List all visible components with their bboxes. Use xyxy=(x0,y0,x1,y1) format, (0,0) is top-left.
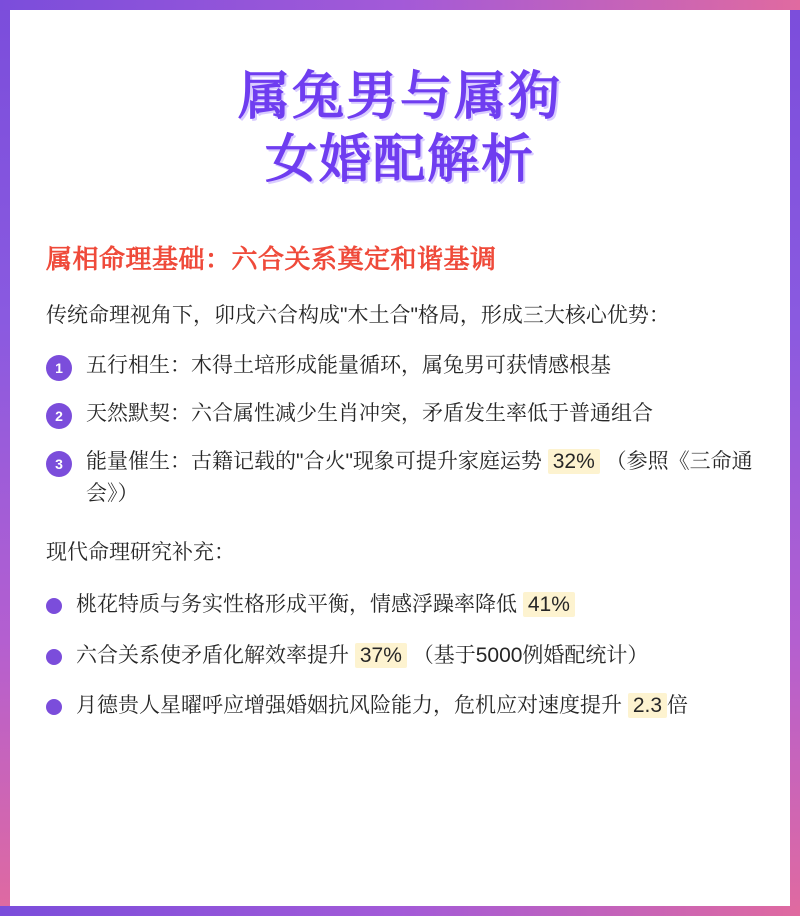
highlight-value: 41% xyxy=(523,592,575,617)
number-badge: 1 xyxy=(46,355,72,381)
bullet-text-after: 倍 xyxy=(667,694,689,718)
list-item xyxy=(46,398,754,431)
list-item xyxy=(46,589,754,622)
poster-content xyxy=(10,10,790,906)
bullet-point-text xyxy=(76,690,688,723)
bottom-border-decoration xyxy=(0,906,800,916)
bullet-text-after: （基于5000例婚配统计） xyxy=(406,643,649,667)
bullet-point-list xyxy=(46,589,754,723)
list-item xyxy=(46,690,754,723)
bullet-point-text xyxy=(76,589,575,622)
top-border-decoration xyxy=(0,0,800,10)
right-border-decoration xyxy=(790,0,800,916)
section-intro-text: 传统命理视角下，卯戌六合构成"木土合"格局，形成三大核心优势： xyxy=(46,303,670,327)
bullet-dot-icon xyxy=(46,699,62,715)
list-item xyxy=(46,446,754,511)
number-badge: 3 xyxy=(46,451,72,477)
numbered-point-text xyxy=(86,446,754,511)
bullet-text-before: 月德贵人星曜呼应增强婚姻抗风险能力，危机应对速度提升 xyxy=(76,694,628,718)
highlight-value: 37% xyxy=(355,643,407,668)
numbered-point-text: 天然默契：六合属性减少生肖冲突，矛盾发生率低于普通组合 xyxy=(86,401,653,425)
page-title-line-1: 属兔男与属狗 xyxy=(237,68,562,126)
numbered-point-text: 五行相生：木得土培形成能量循环，属兔男可获情感根基 xyxy=(86,354,611,378)
numbered-point-text-before: 能量催生：古籍记载的"合火"现象可提升家庭运势 xyxy=(86,449,548,473)
bullet-point-text xyxy=(76,640,648,673)
highlight-value: 32% xyxy=(548,449,600,474)
bullet-dot-icon xyxy=(46,598,62,614)
numbered-point-text-after: （参照《三命通会》） xyxy=(86,449,753,506)
bullet-text-before: 六合关系使矛盾化解效率提升 xyxy=(76,643,355,667)
section-heading: 属相命理基础：六合关系奠定和谐基调 xyxy=(46,243,497,274)
list-item xyxy=(46,350,754,383)
number-badge: 2 xyxy=(46,403,72,429)
list-item xyxy=(46,640,754,673)
page-title xyxy=(46,66,754,193)
bullet-text-before: 桃花特质与务实性格形成平衡，情感浮躁率降低 xyxy=(76,593,523,617)
bullet-dot-icon xyxy=(46,649,62,665)
left-border-decoration xyxy=(0,0,10,916)
page-title-line-2: 女婚配解析 xyxy=(264,131,535,190)
modern-research-lead: 现代命理研究补充： xyxy=(46,540,235,564)
highlight-value: 2.3 xyxy=(628,693,667,718)
numbered-point-list xyxy=(46,350,754,510)
